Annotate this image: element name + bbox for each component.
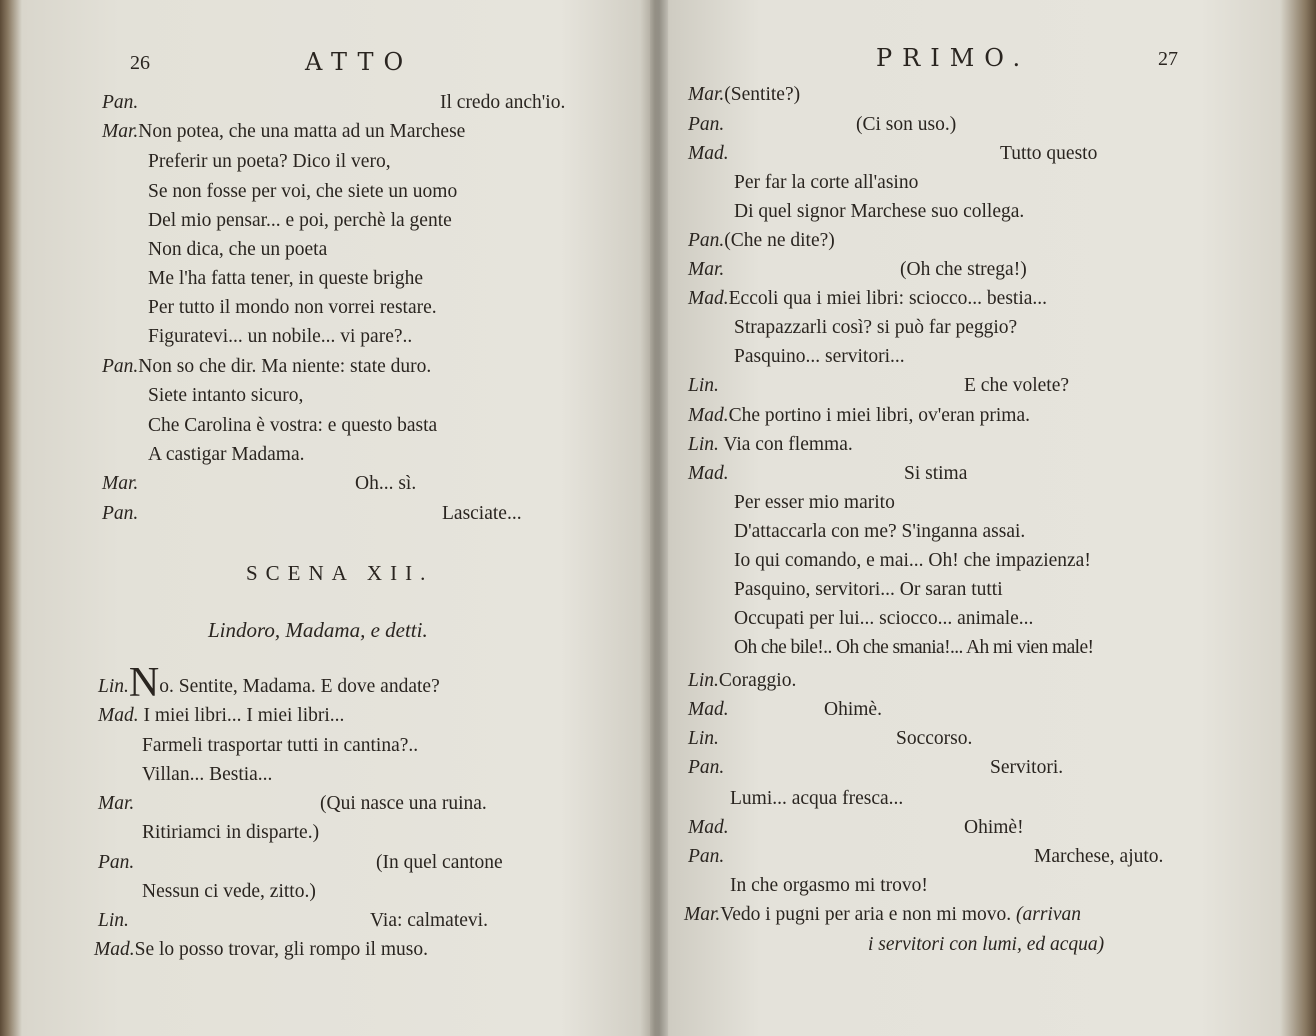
verse-line: Servitori. (990, 757, 1064, 778)
speaker: Pan. (102, 503, 139, 524)
gutter (650, 0, 668, 1036)
verse-line: Strapazzarli così? si può far peggio? (734, 317, 1018, 338)
verse-line: In che orgasmo mi trovo! (730, 875, 928, 896)
speaker: Pan. (688, 114, 725, 135)
speaker: Mad. (688, 817, 729, 838)
verse-line: (In quel cantone (376, 852, 503, 873)
verse-line: (Ci son uso.) (856, 114, 957, 135)
verse-line: Pasquino... servitori... (734, 346, 905, 367)
verse-line: Per far la corte all'asino (734, 172, 919, 193)
speaker: Lin. (688, 728, 719, 749)
stage-direction: i servitori con lumi, ed acqua) (868, 934, 1105, 955)
verse-line: Lasciate... (442, 503, 522, 524)
page-number: 27 (1158, 48, 1178, 70)
verse-line: (Oh che strega!) (900, 259, 1027, 280)
verse-line: Via: calmatevi. (370, 910, 488, 931)
verse-line: Lumi... acqua fresca... (730, 788, 904, 809)
verse-line: Oh che bile!.. Oh che smania!... Ah mi vien male! (734, 637, 1094, 658)
verse-line: Per tutto il mondo non vorrei restare. (148, 297, 437, 318)
verse-line: Tutto questo (1000, 143, 1098, 164)
verse-line: D'attaccarla con me? S'inganna assai. (734, 521, 1026, 542)
verse-line: Oh... sì. (355, 473, 417, 494)
verse-line: Lin. Via con flemma. (688, 434, 853, 455)
verse-line: Ohimè. (824, 699, 882, 720)
speaker: Pan. (688, 757, 725, 778)
verse-line: Si stima (904, 463, 968, 484)
verse-line: Soccorso. (896, 728, 973, 749)
verse-line: Mad.Eccoli qua i miei libri: sciocco... bestia... (688, 288, 1048, 309)
verse-line: Ritiriamci in disparte.) (142, 822, 320, 843)
verse-line: Marchese, ajuto. (1034, 846, 1164, 867)
stage-direction: (arrivan (1016, 904, 1081, 925)
verse-line: Pan.Non so che dir. Ma niente: state duro. (102, 356, 432, 377)
speaker: Mad. (688, 463, 729, 484)
verse-line: Mar.Vedo i pugni per aria e non mi movo. (arrivan (684, 904, 1081, 925)
verse-line: Lin.No. Sentite, Madama. E dove andate? (98, 660, 440, 706)
speaker: Pan. (102, 92, 139, 113)
verse-line: Se non fosse per voi, che siete un uomo (148, 181, 458, 202)
speaker: Pan. (98, 852, 135, 873)
verse-line: Occupati per lui... sciocco... animale... (734, 608, 1034, 629)
drop-cap: N (128, 660, 160, 706)
verse-line: Mad.Che portino i miei libri, ov'eran prima. (688, 405, 1030, 426)
verse-line: A castigar Madama. (148, 444, 305, 465)
verse-line: Per esser mio marito (734, 492, 895, 513)
running-header: PRIMO. (876, 44, 1031, 72)
verse-line: Io qui comando, e mai... Oh! che impazienza! (734, 550, 1091, 571)
page-number: 26 (130, 52, 150, 74)
speaker: Mar. (98, 793, 135, 814)
verse-line: Siete intanto sicuro, (148, 385, 304, 406)
verse-line: Preferir un poeta? Dico il vero, (148, 151, 391, 172)
speaker: Lin. (98, 910, 129, 931)
speaker: Pan. (688, 846, 725, 867)
verse-line: Mar.Non potea, che una matta ad un Marchese (102, 121, 466, 142)
speaker: Mar. (102, 473, 139, 494)
verse-line: Non dica, che un poeta (148, 239, 328, 260)
verse-line: Mar.(Sentite?) (688, 84, 801, 105)
verse-line: Lin.Coraggio. (688, 670, 797, 691)
speaker: Mad. (688, 699, 729, 720)
verse-line: E che volete? (964, 375, 1070, 396)
left-page (20, 0, 650, 1036)
running-header: ATTO (305, 48, 414, 76)
scene-title: SCENA XII. (246, 561, 434, 585)
verse-line: Mad. I miei libri... I miei libri... (98, 705, 345, 726)
verse-line: Pasquino, servitori... Or saran tutti (734, 579, 1003, 600)
verse-line: Villan... Bestia... (142, 764, 273, 785)
speaker: Lin. (688, 375, 719, 396)
verse-line: Figuratevi... un nobile... vi pare?.. (148, 326, 413, 347)
verse-line: Farmeli trasportar tutti in cantina?.. (142, 735, 419, 756)
cast-list: Lindoro, Madama, e detti. (208, 618, 428, 642)
verse-line: Di quel signor Marchese suo collega. (734, 201, 1025, 222)
right-page (668, 0, 1298, 1036)
verse-line: (Qui nasce una ruina. (320, 793, 487, 814)
verse-line: Che Carolina è vostra: e questo basta (148, 415, 438, 436)
verse-line: Ohimè! (964, 817, 1024, 838)
speaker: Mad. (688, 143, 729, 164)
verse-line: Del mio pensar... e poi, perchè la gente (148, 210, 452, 231)
verse-line: Pan.(Che ne dite?) (688, 230, 835, 251)
verse-line: Nessun ci vede, zitto.) (142, 881, 316, 902)
verse-line: Il credo anch'io. (440, 92, 566, 113)
verse-line: Me l'ha fatta tener, in queste brighe (148, 268, 424, 289)
verse-line: Mad.Se lo posso trovar, gli rompo il muso. (94, 939, 428, 960)
speaker: Mar. (688, 259, 725, 280)
